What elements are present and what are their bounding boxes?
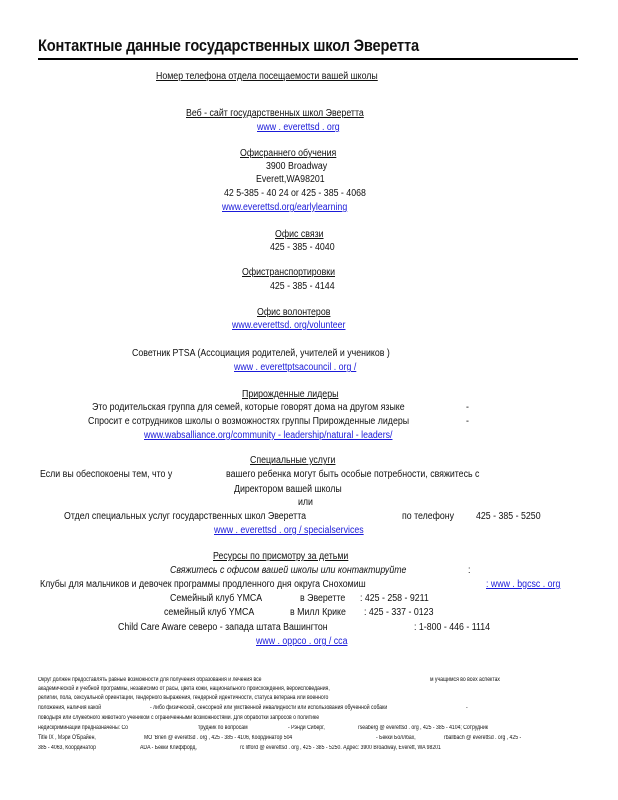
ymca-mill-creek: семейный клуб YMCA [164,607,255,618]
special-link[interactable]: www . everettsd . org / specialservices [214,525,364,536]
early-learning-phones: 42 5-385 - 40 24 or 425 - 385 - 4068 [224,188,366,199]
ptsa-link[interactable]: www . everettptsacouncil . org / [234,362,357,373]
ymca-mill-creek-place: в Милл Крике [290,607,346,618]
boys-girls-link[interactable]: : www . bgcsc . org [486,579,561,590]
natural-leaders-line2-dash: - [466,416,469,427]
early-learning-link[interactable]: www.everettsd.org/earlylearning [222,202,348,213]
childcare-heading: Ресурсы по присмотру за детьми [213,551,349,562]
natural-leaders-line2: Спросит е сотрудников школы о возможностях группы Прирожденные лидеры [88,416,410,427]
footer-line5: поводыря или служебного животного учеником с ограниченными возможностями. Для обработки запросов о политике [38,715,320,721]
special-line2: Директором вашей школы [234,484,342,495]
special-line1b: вашего ребенка могут быть особые потребности, свяжитесь с [226,469,480,480]
footer-line3: религии, пола, сексуальной ориентации, гендерного выражения, гендерной идентичности, статуса ветерана или военного [38,695,329,701]
ptsa-heading: Советник PTSA (Ассоциация родителей, учителей и учеников ) [132,348,390,359]
footer-line6a: недискриминации предназначены: Co [38,725,128,731]
special-line1a: Если вы обеспокоены тем, что у [40,469,173,480]
footer-line4b: - либо физической, сенсорной или умственной инвалидности или использования обученной собаки [150,705,388,711]
transportation-heading: Офистранспортировки [242,267,336,278]
special-line3: или [298,497,313,508]
ymca-everett: Семейный клуб YMCA [170,593,263,604]
ymca-mill-creek-phone: : 425 - 337 - 0123 [364,607,434,618]
footer-line4c: - [466,705,468,711]
footer-line7a: Title IX , Мэри О'Брайен, [38,735,96,741]
title-underline [38,58,578,60]
volunteer-heading: Офис волонтеров [257,307,331,318]
natural-leaders-line1: Это родительская группа для семей, которые говорят дома на другом языке [92,402,405,413]
footer-line6d: rseaberg @ everettsd . org , 425 - 385 - 4104; Сотрудник [358,725,489,731]
ymca-everett-place: в Эверетте [300,593,346,604]
footer-line2: академической и учебной программы, независимо от расы, цвета кожи, национального происхождения, вероисповедания, [38,686,330,692]
communications-heading: Офис связи [275,229,324,240]
boys-girls-clubs: Клубы для мальчиков и девочек программы продленного дня округа Снохомиш [40,579,366,590]
early-learning-heading: Офисраннего обучения [240,148,337,159]
special-heading: Специальные услуги [250,455,336,466]
special-phone: 425 - 385 - 5250 [476,511,541,522]
footer-line8a: 385 - 4063, Координатор [38,745,96,751]
ymca-everett-phone: : 425 - 258 - 9211 [360,593,429,604]
footer-line7d: rballbach @ everettsd . org , 425 - [444,735,522,741]
footer-line6b: трудник по вопросам [198,725,248,731]
page-title: Контактные данные государственных школ Эверетта [38,36,419,55]
footer-line8b: ADA - Бекки Клиффорд, [140,745,197,751]
natural-leaders-heading: Прирожденные лидеры [242,389,339,400]
attendance-label: Номер телефона отдела посещаемости вашей школы [156,71,378,82]
childcare-sub: Свяжитесь с офисом вашей школы или контактируйте [170,565,407,576]
footer-line8c: rc lifford @ everettsd . org , 425 - 385 - 5250. Адрес: 3900 Broadway, Everett, WA 98201 [240,745,441,751]
childcare-sub-colon: : [468,565,471,576]
footer-line4a: положения, наличия какой [38,705,102,711]
child-care-aware-phone: : 1-800 - 446 - 1114 [414,622,490,633]
transportation-phone: 425 - 385 - 4144 [270,281,335,292]
footer-line7b: MO 'Brien @ everettsd . org , 425 - 385 - 4106, Координатор 504 [144,735,293,741]
child-care-aware-link[interactable]: www . oppco . org / cca [256,636,348,647]
early-learning-street: 3900 Broadway [266,161,328,172]
natural-leaders-link[interactable]: www.wabsalliance.org/community - leadership/natural - leaders/ [144,430,393,441]
special-line4a: Отдел специальных услуг государственных школ Эверетта [64,511,307,522]
footer-line1b: м учащимся во всех аспектах [430,677,500,683]
special-line4b: по телефону [402,511,455,522]
early-learning-city: Everett,WA98201 [256,174,325,185]
website-heading: Веб - сайт государственных школ Эверетта [186,108,364,119]
website-link[interactable]: www . everettsd . org [257,122,340,133]
communications-phone: 425 - 385 - 4040 [270,242,335,253]
footer-line6c: - Рэнди Сиберг, [288,725,325,731]
natural-leaders-line1-dash: - [466,402,469,413]
child-care-aware: Child Care Aware северо - запада штата Вашингтон [118,622,328,633]
volunteer-link[interactable]: www.everettsd. org/volunteer [232,320,346,331]
footer-line7c: - Бекки Боллбах, [376,735,416,741]
footer-line1a: Округ должен предоставлять равные возможности для получения образования и лечения все [38,677,262,683]
